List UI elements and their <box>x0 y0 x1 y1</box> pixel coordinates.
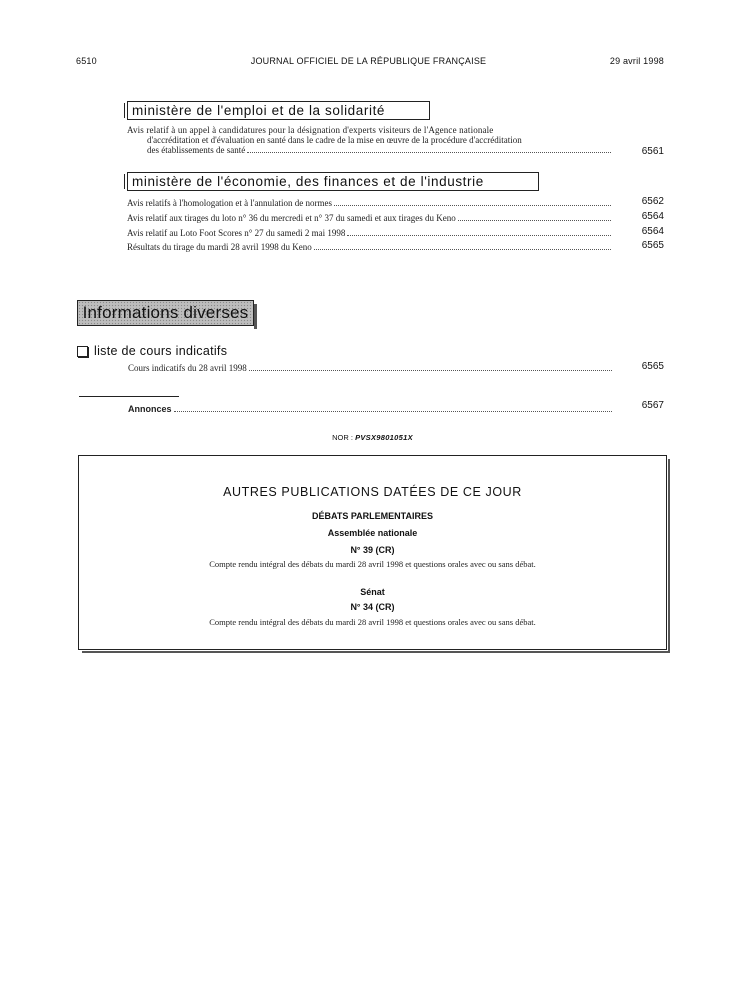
section-heading-label: liste de cours indicatifs <box>94 344 228 358</box>
entry-text: Résultats du tirage du mardi 28 avril 1998 du Keno <box>127 242 312 252</box>
page-ref: 6564 <box>641 226 664 237</box>
entry-text: Annonces <box>128 404 172 414</box>
toc-entry-annonces[interactable] <box>128 404 614 414</box>
toc-entry-normes[interactable] <box>127 198 613 208</box>
entry-line: d'accréditation et d'évaluation en santé dans le cadre de la mise en œuvre de la procédure d'accréditation <box>147 135 522 145</box>
page-ref: 6565 <box>641 361 664 372</box>
other-publications-box <box>78 455 667 650</box>
entry-line: des établissements de santé <box>147 145 246 155</box>
page-ref: 6567 <box>641 400 664 411</box>
section-banner: Informations diverses <box>77 300 254 326</box>
dot-leader <box>174 410 612 412</box>
nor-label: NOR : <box>332 433 353 442</box>
nor-code: PVSX9801051X <box>355 433 413 442</box>
nor-reference <box>0 433 731 442</box>
page-ref: 6562 <box>641 196 664 207</box>
entry-line: Avis relatif à un appel à candidatures pour la désignation d'experts visiteurs de l'Agence nationale <box>127 125 494 135</box>
entry-text: Avis relatifs à l'homologation et à l'annulation de normes <box>127 198 333 208</box>
page-ref: 6564 <box>641 211 664 222</box>
section-heading-cours <box>77 344 227 358</box>
dot-leader <box>314 248 611 250</box>
assemblee-description: Compte rendu intégral des débats du mardi 28 avril 1998 et questions orales avec ou sans débat. <box>209 559 536 569</box>
dot-leader <box>249 369 612 371</box>
journal-title: JOURNAL OFFICIEL DE LA RÉPUBLIQUE FRANÇAISE <box>250 56 487 66</box>
dot-leader <box>247 151 611 153</box>
assemblee-number: N° 39 (CR) <box>350 545 395 555</box>
dot-leader <box>347 234 611 236</box>
senat-name: Sénat <box>360 587 385 597</box>
ministry-heading-economie: ministère de l'économie, des finances et de l'industrie <box>127 172 539 191</box>
page-number: 6510 <box>76 56 97 66</box>
senat-description: Compte rendu intégral des débats du mardi 28 avril 1998 et questions orales avec ou sans débat. <box>209 617 536 627</box>
toc-entry-cours[interactable] <box>128 363 614 373</box>
dot-leader <box>334 204 611 206</box>
senat-number: N° 34 (CR) <box>350 602 395 612</box>
entry-text: Avis relatif au Loto Foot Scores n° 27 du samedi 2 mai 1998 <box>127 228 346 238</box>
entry-text: Cours indicatifs du 28 avril 1998 <box>128 363 247 373</box>
toc-entry-loto[interactable] <box>127 213 613 223</box>
publications-subtitle: DÉBATS PARLEMENTAIRES <box>311 511 433 521</box>
page-ref: 6565 <box>641 240 664 251</box>
page-ref: 6561 <box>641 146 664 157</box>
toc-entry-loto-foot[interactable] <box>127 228 613 238</box>
issue-date: 29 avril 1998 <box>609 56 664 66</box>
divider <box>79 396 179 397</box>
toc-entry-keno[interactable] <box>127 242 613 252</box>
entry-text: Avis relatif aux tirages du loto n° 36 du mercredi et n° 37 du samedi et aux tirages du Keno <box>127 213 456 223</box>
checkbox-icon <box>77 346 88 357</box>
assemblee-name: Assemblée nationale <box>327 528 418 538</box>
dot-leader <box>458 219 611 221</box>
publications-title: AUTRES PUBLICATIONS DATÉES DE CE JOUR <box>223 485 522 499</box>
ministry-heading-emploi: ministère de l'emploi et de la solidarité <box>127 101 430 120</box>
toc-entry-emploi[interactable] <box>127 125 613 155</box>
